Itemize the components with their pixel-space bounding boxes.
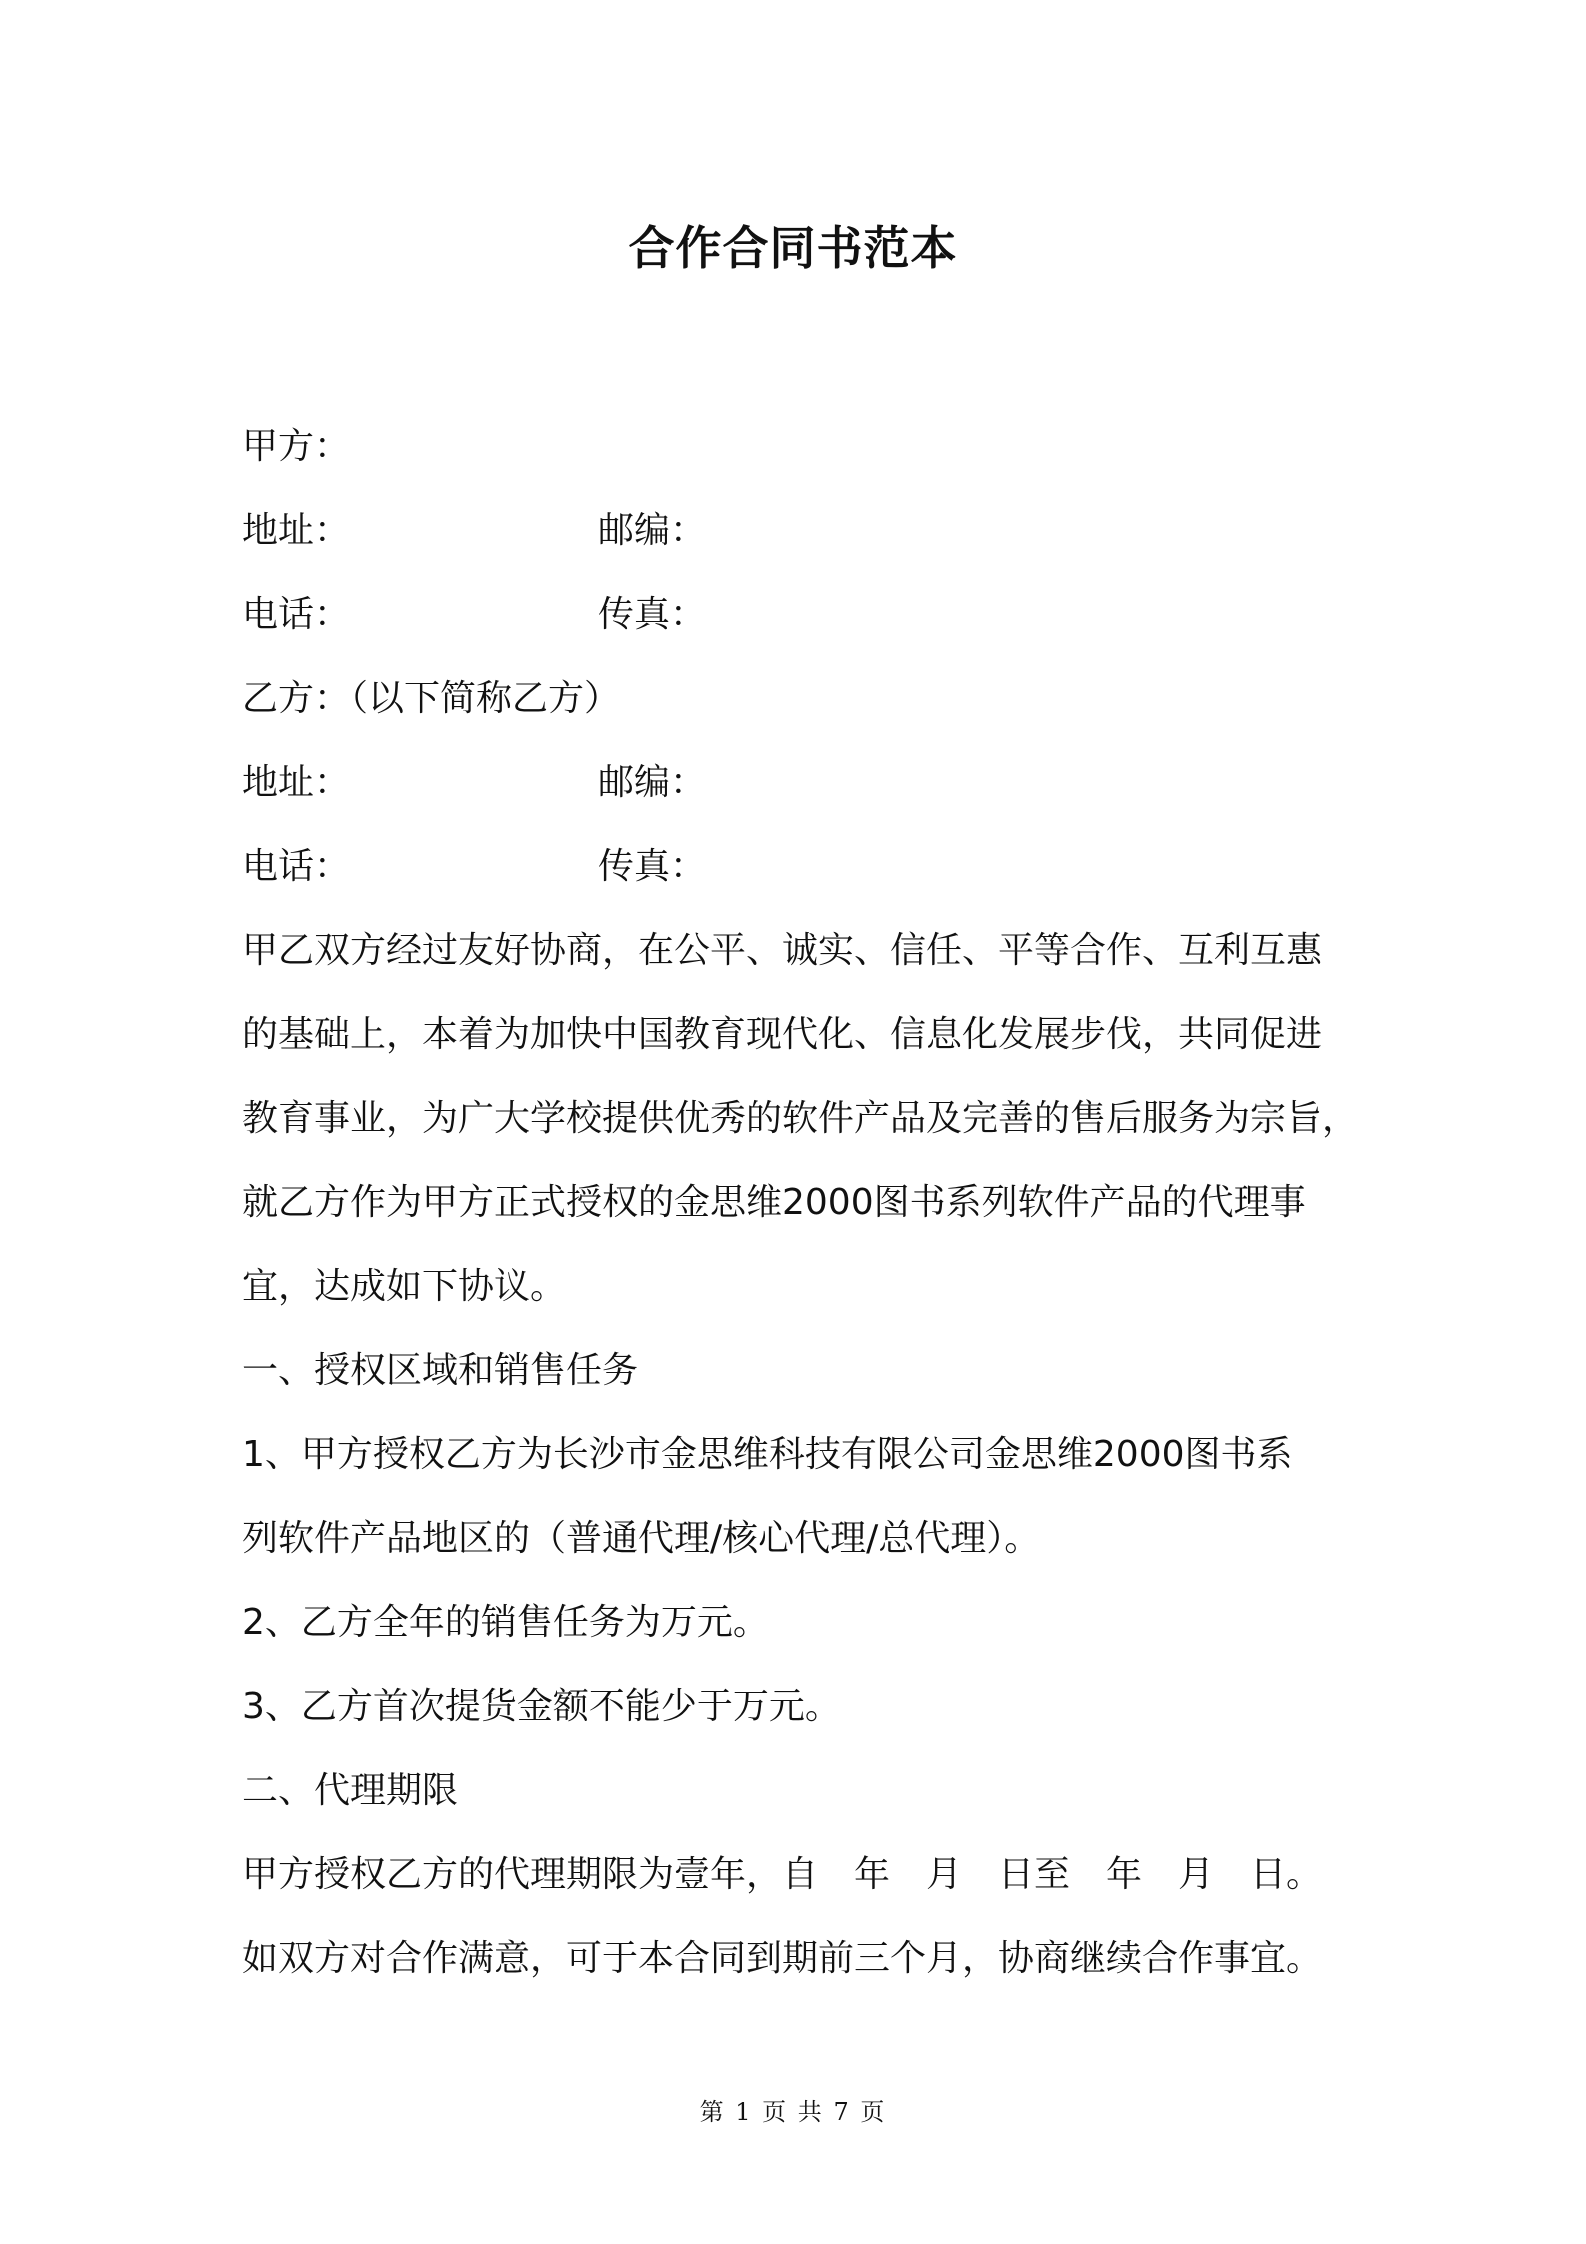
page-footer: 第 1 页 共 7 页 <box>699 2098 887 2126</box>
intro-line-3: 教育事业，为广大学校提供优秀的软件产品及完善的售后服务为宗旨， <box>242 1098 1359 1139</box>
party-a-fax-label: 传真： <box>598 594 707 635</box>
party-b-fax-label: 传真： <box>598 846 707 887</box>
section-1-item-2: 2、乙方全年的销售任务为万元。 <box>242 1602 769 1643</box>
party-a-postcode-label: 邮编： <box>598 510 707 551</box>
intro-line-5: 宜，达成如下协议。 <box>242 1266 567 1307</box>
section-2-heading: 二、代理期限 <box>242 1770 459 1811</box>
party-b-address-row <box>242 741 1382 825</box>
party-b-address-label: 地址： <box>242 762 351 803</box>
party-b-label: 乙方：（以下简称乙方） <box>242 678 621 719</box>
party-a-phone-label: 电话： <box>242 594 351 635</box>
party-b-phone-label: 电话： <box>242 846 351 887</box>
document-title: 合作合同书范本 <box>628 221 958 275</box>
section-1-item-1-line-1: 1、甲方授权乙方为长沙市金思维科技有限公司金思维2000图书系 <box>242 1434 1293 1475</box>
party-a-label: 甲方： <box>242 426 351 467</box>
section-1-item-3: 3、乙方首次提货金额不能少于万元。 <box>242 1686 841 1727</box>
intro-line-1: 甲乙双方经过友好协商，在公平、诚实、信任、平等合作、互利互惠 <box>242 930 1323 971</box>
party-a-address-label: 地址： <box>242 510 351 551</box>
intro-line-2: 的基础上，本着为加快中国教育现代化、信息化发展步伐，共同促进 <box>242 1014 1323 1055</box>
section-1-item-1-line-2: 列软件产品地区的（普通代理/核心代理/总代理）。 <box>242 1518 1041 1559</box>
party-b-phone-row <box>242 825 1382 909</box>
section-2-line-1: 甲方授权乙方的代理期限为壹年，自 年 月 日至 年 月 日。 <box>242 1854 1323 1895</box>
party-b-postcode-label: 邮编： <box>598 762 707 803</box>
section-1-heading: 一、授权区域和销售任务 <box>242 1350 639 1391</box>
intro-line-4: 就乙方作为甲方正式授权的金思维2000图书系列软件产品的代理事 <box>242 1182 1306 1223</box>
party-a-address-row <box>242 489 1382 573</box>
document-body <box>242 405 1382 2001</box>
section-2-line-2: 如双方对合作满意，可于本合同到期前三个月，协商继续合作事宜。 <box>242 1938 1323 1979</box>
party-a-phone-row <box>242 573 1382 657</box>
